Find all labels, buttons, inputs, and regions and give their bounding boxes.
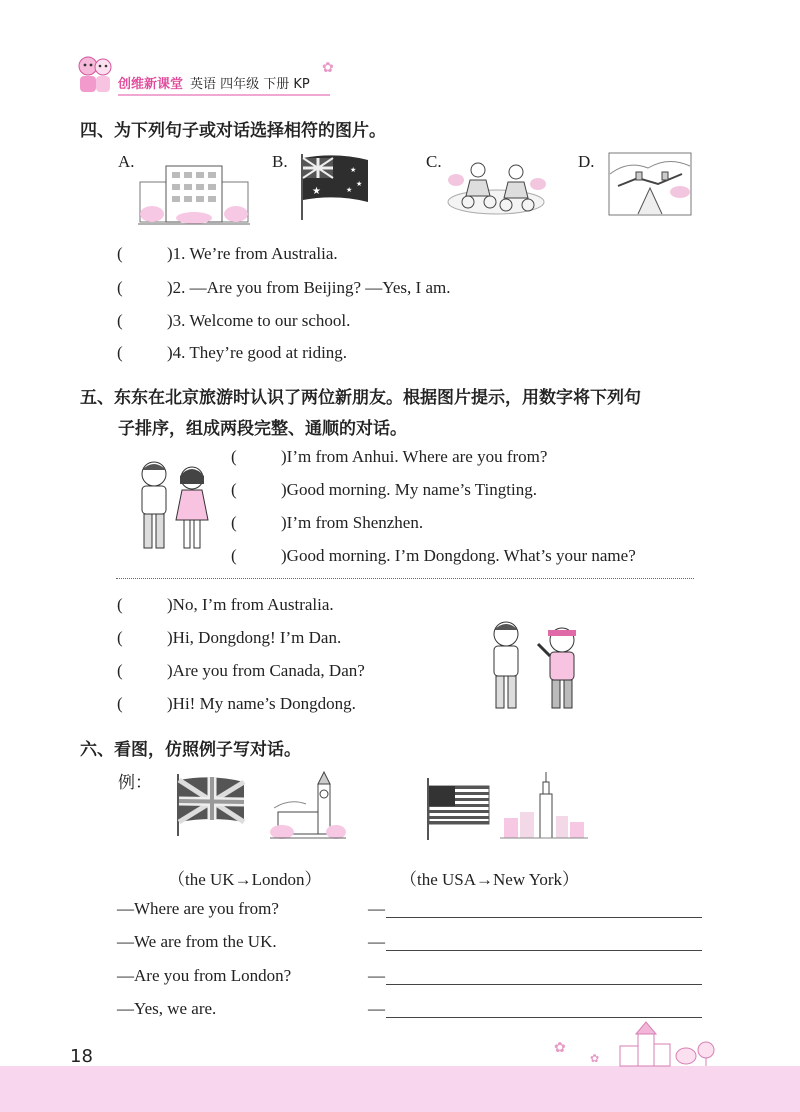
s4-item-1 (117, 244, 338, 264)
flower-icon: ✿ (554, 1040, 566, 1056)
paren-open: ( (231, 513, 237, 532)
paren-open: ( (231, 546, 237, 565)
svg-text:★: ★ (312, 186, 321, 197)
paren-close: ) (167, 628, 173, 647)
s5-g1-text: I’m from Shenzhen. (286, 513, 424, 532)
example-label: 例： (118, 773, 152, 793)
uk-flag-image (172, 772, 248, 838)
s5-g1-line-2 (231, 480, 537, 500)
london-big-ben-image (270, 770, 346, 842)
s5-g2-text: Are you from Canada, Dan? (172, 661, 365, 680)
section4-title: 四、为下列句子或对话选择相符的图片。 (80, 121, 386, 141)
caption-right: （the USA→New York） (400, 870, 579, 889)
page-number: 18 (70, 1046, 93, 1067)
s5-g2-line-3 (117, 661, 365, 681)
paren-open: ( (117, 628, 123, 647)
s5-g2-text: No, I’m from Australia. (172, 595, 334, 614)
paren-close: ) (281, 447, 287, 466)
svg-text:★: ★ (356, 180, 363, 188)
s5-g1-text: I’m from Anhui. Where are you from? (286, 447, 548, 466)
school-building-image (138, 152, 250, 228)
dotted-divider (116, 578, 694, 579)
caption-left: （the UK→London） (168, 870, 322, 889)
option-b-label: B. (272, 152, 288, 171)
section5-title-line1: 五、东东在北京旅游时认识了两位新朋友。根据图片提示，用数字将下列句 (80, 388, 641, 408)
svg-text:★: ★ (346, 186, 353, 194)
answer-dash-1: — (368, 899, 385, 918)
usa-flag-image (424, 776, 492, 842)
paren-close: ) (167, 694, 173, 713)
s4-item-text: 2. —Are you from Beijing? —Yes, I am. (172, 278, 451, 297)
s4-item-text: 4. They’re good at riding. (172, 343, 348, 362)
paren-close: ) (167, 278, 173, 297)
s4-item-text: 1. We’re from Australia. (172, 244, 338, 263)
paren-close: ) (281, 546, 287, 565)
castle-decoration-icon (610, 1020, 720, 1068)
answer-dash-4: — (368, 999, 385, 1018)
new-york-skyline-image (500, 772, 588, 842)
example-dialogue-1: —Where are you from? (117, 899, 279, 918)
great-wall-image (608, 152, 692, 216)
header-meta: 英语 四年级 下册 KP (190, 77, 310, 92)
section5-title-line2: 子排序，组成两段完整、通顺的对话。 (118, 419, 407, 439)
svg-text:★: ★ (350, 166, 357, 174)
header-divider (118, 94, 330, 96)
answer-dash-2: — (368, 932, 385, 951)
paren-close: ) (167, 661, 173, 680)
s4-item-text: 3. Welcome to our school. (172, 311, 351, 330)
answer-line-2[interactable] (386, 950, 702, 951)
s5-g2-line-1 (117, 595, 334, 615)
s5-g2-text: Hi! My name’s Dongdong. (172, 694, 356, 713)
example-dialogue-3: —Are you from London? (117, 966, 292, 985)
option-a-label: A. (118, 152, 135, 171)
australia-flag-image (296, 152, 372, 222)
s4-item-4 (117, 343, 347, 363)
paren-open: ( (231, 480, 237, 499)
paren-close: ) (167, 343, 173, 362)
paren-close: ) (167, 244, 173, 263)
dongdong-dan-image (486, 618, 586, 712)
paren-close: ) (167, 595, 173, 614)
paren-close: ) (281, 480, 287, 499)
s5-g2-line-4 (117, 694, 356, 714)
s5-g1-line-3 (231, 513, 423, 533)
s5-g2-line-2 (117, 628, 341, 648)
paren-close: ) (281, 513, 287, 532)
option-c-label: C. (426, 152, 442, 171)
answer-line-3[interactable] (386, 984, 702, 985)
s5-g1-text: Good morning. I’m Dongdong. What’s your name? (286, 546, 636, 565)
paren-open: ( (117, 595, 123, 614)
paren-open: ( (117, 694, 123, 713)
example-dialogue-4: —Yes, we are. (117, 999, 217, 1018)
s4-item-3 (117, 311, 350, 331)
dongdong-tingting-image (130, 458, 216, 554)
paren-open: ( (117, 244, 123, 263)
flower-icon: ✿ (322, 60, 334, 76)
footer-band (0, 1066, 800, 1112)
option-d-label: D. (578, 152, 595, 171)
answer-dash-3: — (368, 966, 385, 985)
paren-open: ( (117, 343, 123, 362)
example-dialogue-2: —We are from the UK. (117, 932, 277, 951)
paren-open: ( (117, 278, 123, 297)
s5-g1-line-1 (231, 447, 547, 467)
s5-g1-text: Good morning. My name’s Tingting. (286, 480, 537, 499)
paren-open: ( (117, 661, 123, 680)
paren-open: ( (117, 311, 123, 330)
header-logo-image (72, 50, 118, 98)
section6-title: 六、看图，仿照例子写对话。 (80, 740, 301, 760)
paren-open: ( (231, 447, 237, 466)
s5-g2-text: Hi, Dongdong! I’m Dan. (172, 628, 342, 647)
answer-line-1[interactable] (386, 917, 702, 918)
flower-icon: ✿ (590, 1052, 600, 1065)
children-riding-image (446, 150, 546, 218)
paren-close: ) (167, 311, 173, 330)
header-brand: 创维新课堂 (118, 77, 184, 92)
s4-item-2 (117, 278, 450, 298)
s5-g1-line-4 (231, 546, 636, 566)
answer-line-4[interactable] (386, 1017, 702, 1018)
